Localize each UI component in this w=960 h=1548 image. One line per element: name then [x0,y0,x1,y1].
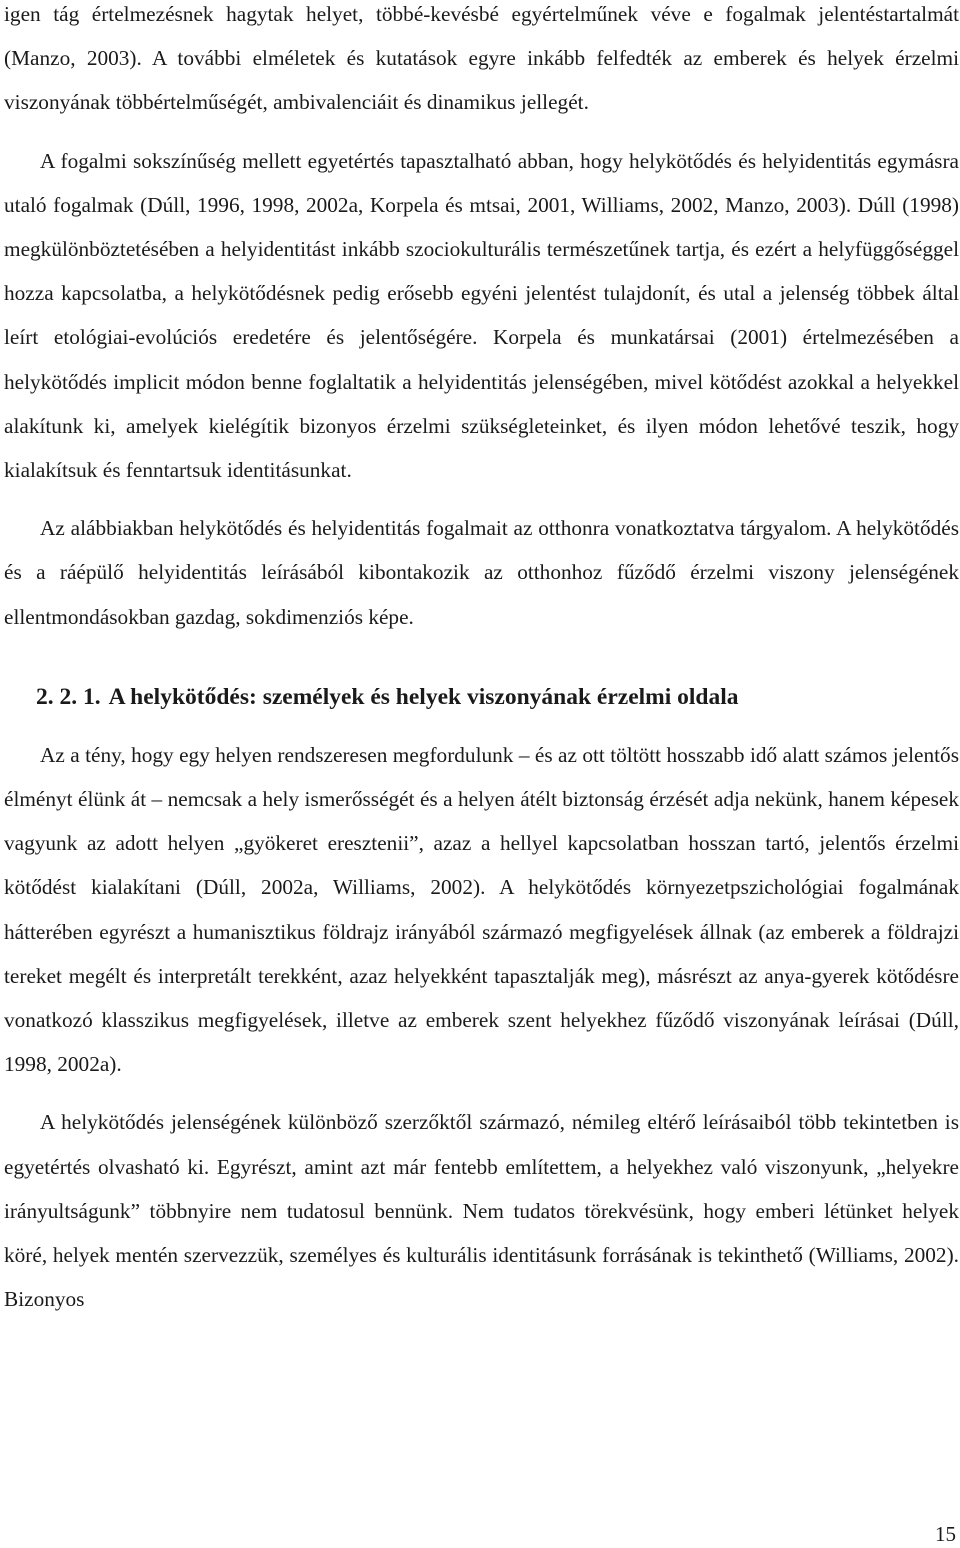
page-number: 15 [935,1522,956,1546]
paragraph-4: Az a tény, hogy egy helyen rendszeresen megfordulunk – és az ott töltött hosszabb idő alatt számos jelentős élményt élünk át – nemcsak a hely ismerősségét és a helyen átélt biztonság érzését adja nekünk, hanem képesek vagyunk az adott helyen „gyökeret eresztenii”, azaz a hellyel kapcsolatban hosszan tartó, jelentős érzelmi kötődést kialakítani (Dúll, 2002a, Williams, 2002). A helykötődés környezetpszichológiai fogalmának hátterében egyrészt a humanisztikus földrajz irányából származó megfigyelések állnak (az emberek a földrajzi tereket megélt és interpretált terekként, azaz helyekként tapasztalják meg), másrészt az anya-gyerek kötődésre vonatkozó klasszikus megfigyelések, illetve az emberek szent helyekhez fűződő viszonyának leírásai (Dúll, 1998, 2002a). [4,742,959,1077]
section-heading [36,675,959,719]
section-title: A helykötődés: személyek és helyek viszonyának érzelmi oldala [108,683,739,710]
section-number: 2. 2. 1. [36,683,101,710]
paragraph-1: igen tág értelmezésnek hagytak helyet, többé-kevésbé egyértelműnek véve e fogalmak jelentéstartalmát (Manzo, 2003). A további elméletek és kutatások egyre inkább felfedték az emberek és helyek érzelmi viszonyának többértelműségét, ambivalenciáit és dinamikus jellegét. [4,2,959,115]
paragraph-5: A helykötődés jelenségének különböző szerzőktől származó, némileg eltérő leírásaiból több tekintetben is egyetértés olvasható ki. Egyrészt, amint azt már fentebb említettem, a helyekhez való viszonyunk, „helyekre irányultságunk” többnyire nem tudatosul bennünk. Nem tudatos törekvésünk, hogy emberi létünket helyek köré, helyek mentén szervezzük, személyes és kulturális identitásunk forrásának is tekinthető (Williams, 2002). Bizonyos [4,1110,959,1312]
paragraph-2: A fogalmi sokszínűség mellett egyetértés tapasztalható abban, hogy helykötődés és helyidentitás egymásra utaló fogalmak (Dúll, 1996, 1998, 2002a, Korpela és mtsai, 2001, Williams, 2002, Manzo, 2003). Dúll (1998) megkülönböztetésében a helyidentitást inkább szociokulturális természetűnek tartja, és ezért a helyfüggőséggel hozza kapcsolatba, a helykötődésnek pedig erősebb egyéni jelentést tulajdonít, és utal a jelenség többek által leírt etológiai-evolúciós eredetére és jelentőségére. Korpela és munkatársai (2001) értelmezésében a helykötődés implicit módon benne foglaltatik a helyidentitás jelenségében, mivel kötődést azokkal a helyekkel alakítunk ki, amelyek kielégítik bizonyos érzelmi szükségleteinket, és ilyen módon lehetővé teszik, hogy kialakítsuk és fenntartsuk identitásunkat. [4,148,959,483]
paragraph-3: Az alábbiakban helykötődés és helyidentitás fogalmait az otthonra vonatkoztatva tárgyalom. A helykötődés és a ráépülő helyidentitás leírásából kibontakozik az otthonhoz fűződő érzelmi viszony jelenségének ellentmondásokban gazdag, sokdimenziós képe. [4,516,959,629]
document-page [4,0,959,1321]
